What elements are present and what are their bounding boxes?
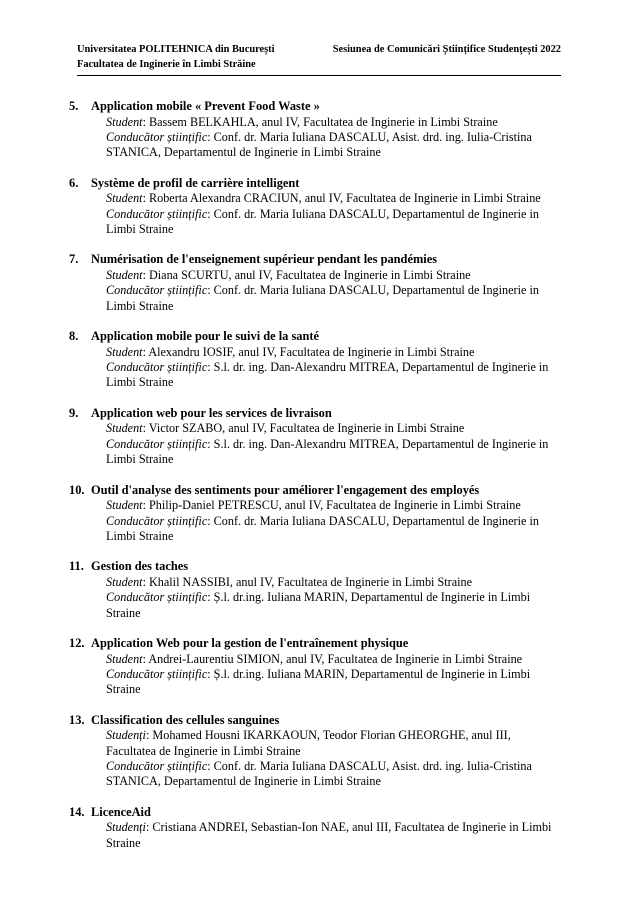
project-entry	[69, 406, 561, 468]
advisor-line-details: : Conf. dr. Maria Iuliana DASCALU, Departamentul de Inginerie in Limbi Straine	[106, 206, 539, 237]
advisor-line-details: : S.l. dr. ing. Dan-Alexandru MITREA, Departamentul de Inginerie in Limbi Straine	[106, 360, 549, 390]
project-entry	[69, 636, 561, 698]
project-title-line	[69, 329, 561, 345]
advisor-line	[106, 759, 561, 790]
student-line	[106, 820, 561, 851]
advisor-line-role: Conducător științific	[106, 590, 208, 605]
project-entry	[69, 252, 561, 314]
advisor-line-role: Conducător științific	[106, 360, 208, 375]
student-line-details: : Khalil NASSIBI, anul IV, Facultatea de Inginerie in Limbi Straine	[142, 574, 473, 589]
advisor-line	[106, 667, 561, 698]
header-divider	[77, 75, 561, 76]
university-name: Universitatea POLITEHNICA din București	[77, 44, 275, 55]
student-line	[106, 115, 561, 130]
advisor-line	[106, 590, 561, 621]
student-line-role: Studenți	[106, 820, 146, 835]
student-line-details: : Victor SZABO, anul IV, Facultatea de Inginerie in Limbi Straine	[142, 421, 465, 436]
project-title: Application mobile pour le suivi de la santé	[91, 329, 319, 344]
advisor-line-role: Conducător științific	[106, 436, 208, 451]
advisor-line	[106, 514, 561, 545]
project-list	[69, 99, 561, 866]
student-line-role: Student	[106, 574, 143, 589]
project-entry	[69, 176, 561, 238]
student-line	[106, 191, 561, 206]
student-line-role: Student	[106, 191, 143, 206]
student-line	[106, 728, 561, 759]
project-title: Numérisation de l'enseignement supérieur pendant les pandémies	[91, 252, 438, 267]
student-line-role: Student	[106, 267, 143, 282]
project-title-line	[69, 805, 561, 821]
advisor-line-details: : S.l. dr. ing. Dan-Alexandru MITREA, Departamentul de Inginerie in Limbi Straine	[106, 436, 549, 467]
project-number: 10.	[69, 482, 85, 497]
advisor-line	[106, 283, 561, 314]
student-line-details: : Philip-Daniel PETRESCU, anul IV, Facultatea de Inginerie in Limbi Straine	[142, 498, 521, 513]
project-title-line	[69, 176, 561, 192]
student-line-details: : Cristiana ANDREI, Sebastian-Ion NAE, anul III, Facultatea de Inginerie in Limbi Straine	[106, 820, 552, 850]
project-number: 8.	[69, 329, 79, 344]
project-number: 6.	[69, 175, 79, 190]
student-line-role: Student	[106, 421, 143, 436]
student-line-role: Studenți	[106, 728, 146, 743]
project-title-line	[69, 636, 561, 652]
student-line-role: Student	[106, 498, 143, 513]
project-entry	[69, 99, 561, 161]
project-title-line	[69, 99, 561, 115]
project-number: 13.	[69, 712, 85, 727]
project-number: 7.	[69, 252, 79, 267]
project-number: 11.	[69, 559, 84, 574]
project-title: Application Web pour la gestion de l'entraînement physique	[91, 636, 409, 651]
project-number: 14.	[69, 804, 85, 819]
project-entry	[69, 483, 561, 545]
advisor-line-details: : Conf. dr. Maria Iuliana DASCALU, Asist. drd. ing. Iulia-Cristina STANICA, Departamentul de Inginerie in Limbi Straine	[106, 759, 532, 789]
advisor-line-details: : Conf. dr. Maria Iuliana DASCALU, Asist. drd. ing. Iulia-Cristina STANICA, Departamentul de Inginerie in Limbi Straine	[106, 129, 532, 160]
faculty-name: Facultatea de Inginerie în Limbi Străine	[77, 58, 256, 70]
project-title: LicenceAid	[91, 804, 151, 819]
project-title: Application web pour les services de livraison	[91, 405, 332, 420]
student-line-details: : Alexandru IOSIF, anul IV, Facultatea de Inginerie in Limbi Straine	[142, 344, 475, 359]
advisor-line-details: : Ș.l. dr.ing. Iuliana MARIN, Departamentul de Inginerie in Limbi Straine	[106, 590, 531, 620]
project-title: Outil d'analyse des sentiments pour améliorer l'engagement des employés	[91, 482, 480, 497]
project-entry	[69, 329, 561, 391]
student-line	[106, 268, 561, 283]
project-title-line	[69, 559, 561, 575]
project-title: Classification des cellules sanguines	[91, 712, 280, 727]
student-line-details: : Andrei-Laurentiu SIMION, anul IV, Facultatea de Inginerie in Limbi Straine	[142, 651, 523, 666]
advisor-line	[106, 437, 561, 468]
student-line	[106, 345, 561, 360]
project-entry	[69, 559, 561, 621]
advisor-line	[106, 360, 561, 391]
student-line	[106, 498, 561, 513]
project-entry	[69, 805, 561, 851]
project-title-line	[69, 406, 561, 422]
advisor-line	[106, 130, 561, 161]
project-title-line	[69, 252, 561, 268]
header-left	[77, 43, 275, 72]
student-line	[106, 421, 561, 436]
student-line	[106, 575, 561, 590]
page-header	[77, 43, 561, 72]
student-line	[106, 652, 561, 667]
advisor-line-role: Conducător științific	[106, 129, 208, 144]
advisor-line-details: : Conf. dr. Maria Iuliana DASCALU, Departamentul de Inginerie in Limbi Straine	[106, 513, 539, 543]
student-line-details: : Diana SCURTU, anul IV, Facultatea de Inginerie in Limbi Straine	[142, 267, 471, 282]
student-line-role: Student	[106, 114, 143, 129]
advisor-line-role: Conducător științific	[106, 666, 208, 681]
advisor-line-role: Conducător științific	[106, 759, 208, 774]
project-title-line	[69, 713, 561, 729]
project-title-line	[69, 483, 561, 499]
advisor-line-role: Conducător științific	[106, 206, 208, 221]
project-number: 12.	[69, 636, 85, 651]
project-entry	[69, 713, 561, 790]
project-title: Système de profil de carrière intelligent	[91, 175, 300, 190]
project-title: Application mobile « Prevent Food Waste »	[91, 99, 320, 113]
student-line-details: : Roberta Alexandra CRACIUN, anul IV, Facultatea de Inginerie in Limbi Straine	[142, 191, 541, 206]
student-line-role: Student	[106, 344, 143, 359]
student-line-details: : Bassem BELKAHLA, anul IV, Facultatea de Inginerie in Limbi Straine	[142, 114, 498, 129]
project-number: 9.	[69, 405, 79, 420]
advisor-line-details: : Conf. dr. Maria Iuliana DASCALU, Departamentul de Inginerie in Limbi Straine	[106, 283, 539, 313]
advisor-line-role: Conducător științific	[106, 513, 208, 528]
student-line-details: : Mohamed Housni IKARKAOUN, Teodor Florian GHEORGHE, anul III, Facultatea de Inginerie in Limbi Straine	[106, 728, 511, 758]
project-number: 5.	[69, 99, 79, 113]
advisor-line-role: Conducător științific	[106, 283, 208, 298]
session-title: Sesiunea de Comunicări Științifice Studențești 2022	[332, 44, 561, 55]
advisor-line-details: : Ș.l. dr.ing. Iuliana MARIN, Departamentul de Inginerie in Limbi Straine	[106, 666, 531, 697]
project-title: Gestion des taches	[91, 559, 189, 574]
advisor-line	[106, 207, 561, 238]
student-line-role: Student	[106, 651, 143, 666]
